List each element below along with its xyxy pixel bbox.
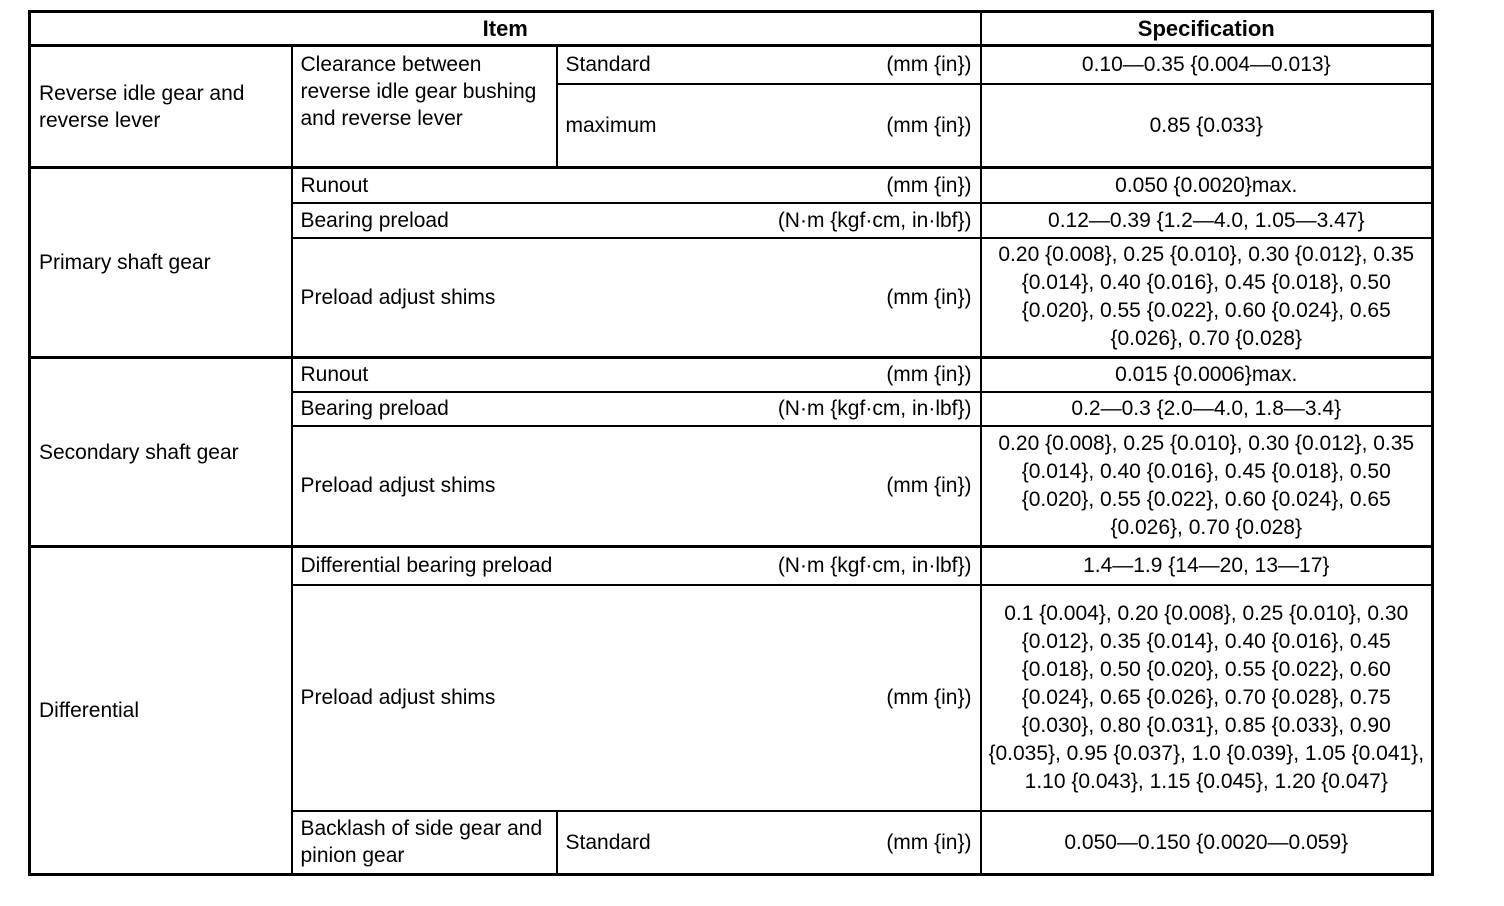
spec-value: 0.2—0.3 {2.0—4.0, 1.8—3.4} [981,392,1433,426]
item-condition-cell [292,358,981,392]
item-sub-label: Clearance between reverse idle gear bushing and reverse lever [292,46,557,168]
unit-label: (mm {in}) [886,830,972,854]
unit-label: (mm {in}) [886,474,972,498]
item-condition-cell [292,585,981,811]
item-group-label: Secondary shaft gear [30,358,292,547]
condition-name: Bearing preload [300,208,449,232]
unit-label: (N·m {kgf·cm, in·lbf}) [777,554,972,578]
condition-name: Preload adjust shims [300,686,496,709]
spec-value: 0.10—0.35 {0.004—0.013} [981,46,1433,84]
unit-label: (N·m {kgf·cm, in·lbf}) [777,208,972,232]
column-header-specification: Specification [981,12,1433,46]
unit-label: (mm {in}) [886,53,972,77]
condition-name: Bearing preload [300,397,449,420]
spec-value: 0.85 {0.033} [981,84,1433,168]
unit-label: (N·m {kgf·cm, in·lbf}) [777,397,972,420]
table-row [30,547,1433,585]
spec-value: 0.015 {0.0006}max. [981,358,1433,392]
table-header-row [30,12,1433,46]
unit-label: (mm {in}) [886,173,972,197]
item-condition-cell [557,84,981,168]
spec-value: 0.050 {0.0020}max. [981,168,1433,203]
condition-name: Standard [565,53,651,77]
unit-label: (mm {in}) [886,363,972,387]
condition-name: Runout [300,363,369,387]
spec-value: 0.20 {0.008}, 0.25 {0.010}, 0.30 {0.012}, 0.35 {0.014}, 0.40 {0.016}, 0.45 {0.018}, 0.50 {0.020}, 0.55 {0.022}, 0.60 {0.024}, 0.65 {0.026}, 0.70 {0.028} [981,426,1433,547]
spec-value: 0.12—0.39 {1.2—4.0, 1.05—3.47} [981,203,1433,238]
spec-value: 0.20 {0.008}, 0.25 {0.010}, 0.30 {0.012}, 0.35 {0.014}, 0.40 {0.016}, 0.45 {0.018}, 0.50 {0.020}, 0.55 {0.022}, 0.60 {0.024}, 0.65 {0.026}, 0.70 {0.028} [981,238,1433,358]
specification-table [28,10,1434,876]
item-group-label: Reverse idle gear and reverse lever [30,46,292,168]
item-condition-cell [292,392,981,426]
spec-value: 0.1 {0.004}, 0.20 {0.008}, 0.25 {0.010}, 0.30 {0.012}, 0.35 {0.014}, 0.40 {0.016}, 0.45 {0.018}, 0.50 {0.020}, 0.55 {0.022}, 0.60 {0.024}, 0.65 {0.026}, 0.70 {0.028}, 0.75 {0.030}, 0.80 {0.031}, 0.85 {0.033}, 0.90 {0.035}, 0.95 {0.037}, 1.0 {0.039}, 1.05 {0.041}, 1.10 {0.043}, 1.15 {0.045}, 1.20 {0.047} [981,585,1433,811]
table-row [30,46,1433,84]
table-row [30,168,1433,203]
item-condition-cell [292,168,981,203]
item-condition-cell [292,426,981,547]
spec-value: 0.050—0.150 {0.0020—0.059} [981,811,1433,875]
item-group-label: Differential [30,547,292,875]
item-condition-cell [557,46,981,84]
unit-label: (mm {in}) [886,285,972,309]
condition-name: Standard [565,830,651,854]
item-condition-cell [292,238,981,358]
unit-label: (mm {in}) [886,686,972,709]
condition-name: Runout [300,173,369,197]
item-condition-cell [292,203,981,238]
spec-value: 1.4—1.9 {14—20, 13—17} [981,547,1433,585]
item-sub-label: Backlash of side gear and pinion gear [292,811,557,875]
table-row [30,358,1433,392]
condition-name: maximum [565,113,657,137]
condition-name: Preload adjust shims [300,474,496,498]
column-header-item: Item [30,12,981,46]
item-condition-cell [557,811,981,875]
unit-label: (mm {in}) [886,113,972,137]
item-group-label: Primary shaft gear [30,168,292,358]
condition-name: Preload adjust shims [300,285,496,309]
item-condition-cell [292,547,981,585]
condition-name: Differential bearing preload [300,554,553,578]
